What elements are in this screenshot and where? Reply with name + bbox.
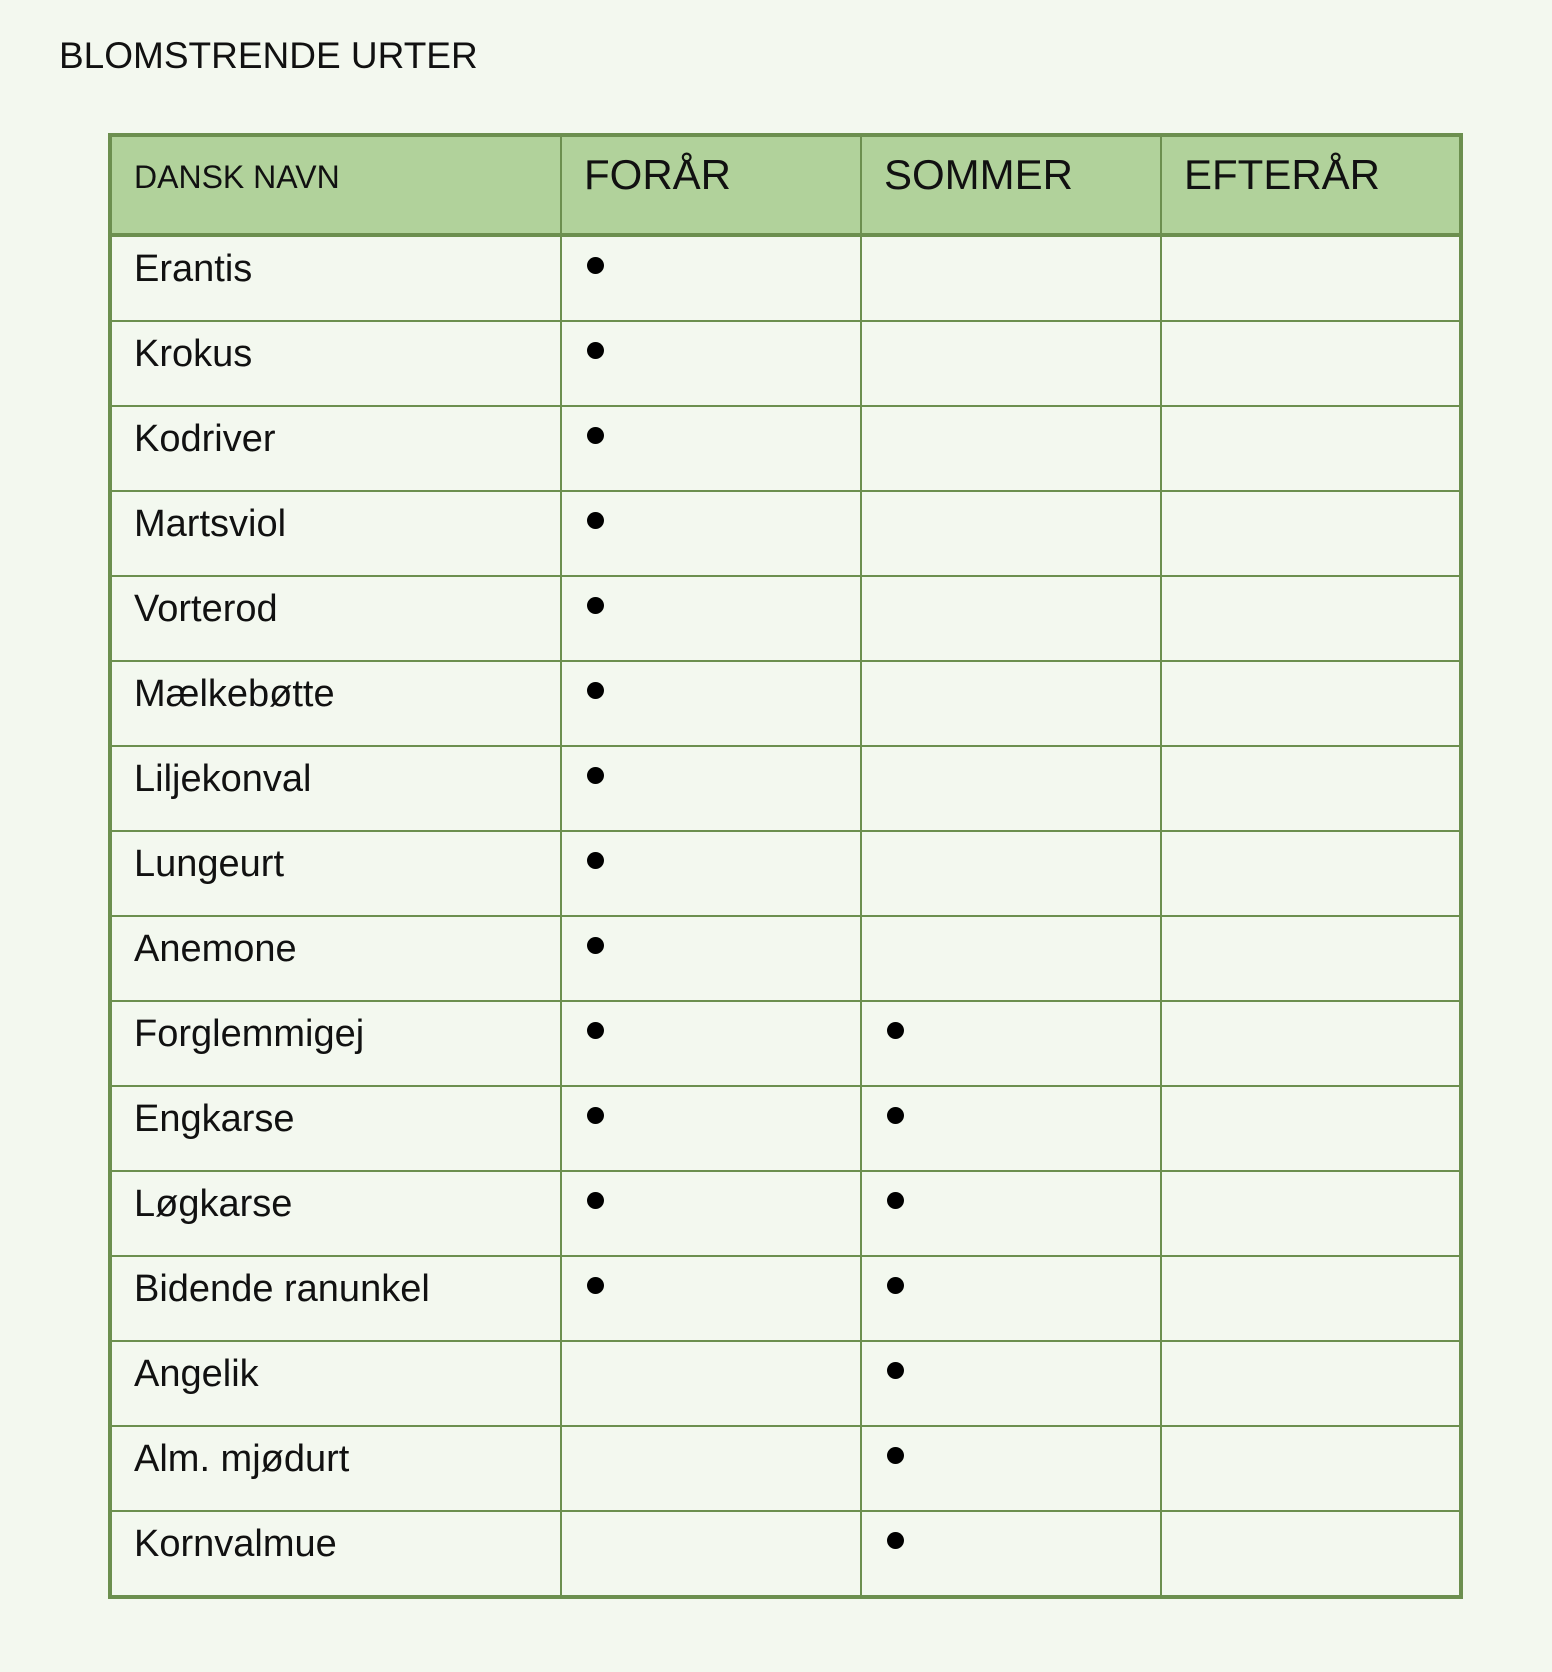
bullet-dot-icon bbox=[587, 1022, 604, 1039]
spring-cell bbox=[561, 1001, 861, 1086]
herb-name: Engkarse bbox=[134, 1098, 295, 1140]
autumn-cell bbox=[1161, 746, 1461, 831]
column-header-spring-label: FORÅR bbox=[584, 151, 731, 198]
autumn-cell bbox=[1161, 491, 1461, 576]
bullet-dot-icon bbox=[587, 682, 604, 699]
summer-cell bbox=[861, 1426, 1161, 1511]
autumn-cell bbox=[1161, 1086, 1461, 1171]
summer-cell bbox=[861, 235, 1161, 321]
herb-name: Lungeurt bbox=[134, 843, 285, 885]
table-row bbox=[110, 576, 1461, 661]
table-row bbox=[110, 661, 1461, 746]
herb-name: Anemone bbox=[134, 928, 297, 970]
autumn-cell bbox=[1161, 576, 1461, 661]
table-row bbox=[110, 1171, 1461, 1256]
bullet-dot-icon bbox=[587, 1277, 604, 1294]
spring-cell bbox=[561, 406, 861, 491]
autumn-cell bbox=[1161, 1511, 1461, 1597]
herb-name: Krokus bbox=[134, 333, 253, 375]
bullet-dot-icon bbox=[587, 937, 604, 954]
spring-cell bbox=[561, 1426, 861, 1511]
table-header bbox=[110, 135, 1461, 235]
column-header-autumn bbox=[1161, 135, 1461, 235]
summer-cell bbox=[861, 1256, 1161, 1341]
bullet-dot-icon bbox=[587, 852, 604, 869]
herb-name-cell bbox=[110, 831, 561, 916]
summer-cell bbox=[861, 576, 1161, 661]
summer-cell bbox=[861, 491, 1161, 576]
page-title: BLOMSTRENDE URTER bbox=[59, 35, 478, 76]
header-row bbox=[110, 135, 1461, 235]
herb-name-cell bbox=[110, 1256, 561, 1341]
table-row bbox=[110, 321, 1461, 406]
herb-name: Erantis bbox=[134, 248, 253, 290]
column-header-summer-label: SOMMER bbox=[884, 151, 1073, 198]
autumn-cell bbox=[1161, 916, 1461, 1001]
summer-cell bbox=[861, 661, 1161, 746]
table-row bbox=[110, 1086, 1461, 1171]
table-body bbox=[110, 235, 1461, 1597]
herb-name: Vorterod bbox=[134, 588, 278, 630]
herb-name: Kornvalmue bbox=[134, 1523, 337, 1565]
bullet-dot-icon bbox=[587, 767, 604, 784]
table-row bbox=[110, 916, 1461, 1001]
autumn-cell bbox=[1161, 1341, 1461, 1426]
herb-name: Løgkarse bbox=[134, 1183, 293, 1225]
column-header-name-label: DANSK NAVN bbox=[134, 159, 340, 195]
spring-cell bbox=[561, 661, 861, 746]
spring-cell bbox=[561, 1256, 861, 1341]
table-row bbox=[110, 1426, 1461, 1511]
table-row bbox=[110, 1001, 1461, 1086]
bullet-dot-icon bbox=[887, 1192, 904, 1209]
herb-name-cell bbox=[110, 1086, 561, 1171]
herb-name-cell bbox=[110, 1341, 561, 1426]
column-header-name bbox=[110, 135, 561, 235]
herb-name-cell bbox=[110, 1426, 561, 1511]
herb-name: Kodriver bbox=[134, 418, 276, 460]
bullet-dot-icon bbox=[587, 257, 604, 274]
spring-cell bbox=[561, 1341, 861, 1426]
spring-cell bbox=[561, 746, 861, 831]
herb-name: Alm. mjødurt bbox=[134, 1438, 350, 1480]
summer-cell bbox=[861, 1511, 1161, 1597]
summer-cell bbox=[861, 916, 1161, 1001]
spring-cell bbox=[561, 1171, 861, 1256]
table-row bbox=[110, 235, 1461, 321]
autumn-cell bbox=[1161, 406, 1461, 491]
table-row bbox=[110, 491, 1461, 576]
table-row bbox=[110, 1341, 1461, 1426]
autumn-cell bbox=[1161, 1171, 1461, 1256]
summer-cell bbox=[861, 406, 1161, 491]
summer-cell bbox=[861, 1171, 1161, 1256]
herb-name-cell bbox=[110, 576, 561, 661]
autumn-cell bbox=[1161, 235, 1461, 321]
summer-cell bbox=[861, 746, 1161, 831]
spring-cell bbox=[561, 831, 861, 916]
spring-cell bbox=[561, 321, 861, 406]
bullet-dot-icon bbox=[887, 1022, 904, 1039]
autumn-cell bbox=[1161, 1001, 1461, 1086]
bullet-dot-icon bbox=[887, 1532, 904, 1549]
summer-cell bbox=[861, 1086, 1161, 1171]
table-row bbox=[110, 746, 1461, 831]
herb-name: Bidende ranunkel bbox=[134, 1268, 430, 1310]
spring-cell bbox=[561, 916, 861, 1001]
spring-cell bbox=[561, 1086, 861, 1171]
column-header-autumn-label: EFTERÅR bbox=[1184, 151, 1381, 198]
bullet-dot-icon bbox=[887, 1277, 904, 1294]
autumn-cell bbox=[1161, 661, 1461, 746]
herb-name: Liljekonval bbox=[134, 758, 312, 800]
table-row bbox=[110, 1511, 1461, 1597]
herb-season-table bbox=[108, 133, 1463, 1599]
herb-name-cell bbox=[110, 321, 561, 406]
autumn-cell bbox=[1161, 1256, 1461, 1341]
herb-name-cell bbox=[110, 746, 561, 831]
bullet-dot-icon bbox=[587, 427, 604, 444]
summer-cell bbox=[861, 321, 1161, 406]
spring-cell bbox=[561, 491, 861, 576]
herb-name: Angelik bbox=[134, 1353, 259, 1395]
autumn-cell bbox=[1161, 321, 1461, 406]
herb-name-cell bbox=[110, 661, 561, 746]
herb-name: Mælkebøtte bbox=[134, 673, 335, 715]
bullet-dot-icon bbox=[587, 512, 604, 529]
bullet-dot-icon bbox=[887, 1362, 904, 1379]
bullet-dot-icon bbox=[587, 597, 604, 614]
herb-name-cell bbox=[110, 235, 561, 321]
bullet-dot-icon bbox=[887, 1107, 904, 1124]
herb-name-cell bbox=[110, 1001, 561, 1086]
bullet-dot-icon bbox=[587, 1192, 604, 1209]
column-header-spring bbox=[561, 135, 861, 235]
herb-name-cell bbox=[110, 406, 561, 491]
table-row bbox=[110, 406, 1461, 491]
bullet-dot-icon bbox=[587, 1107, 604, 1124]
summer-cell bbox=[861, 831, 1161, 916]
table-row bbox=[110, 1256, 1461, 1341]
bullet-dot-icon bbox=[587, 342, 604, 359]
table-row bbox=[110, 831, 1461, 916]
herb-name-cell bbox=[110, 916, 561, 1001]
autumn-cell bbox=[1161, 1426, 1461, 1511]
summer-cell bbox=[861, 1001, 1161, 1086]
herb-name: Martsviol bbox=[134, 503, 287, 545]
herb-name: Forglemmigej bbox=[134, 1013, 365, 1055]
spring-cell bbox=[561, 1511, 861, 1597]
summer-cell bbox=[861, 1341, 1161, 1426]
autumn-cell bbox=[1161, 831, 1461, 916]
herb-name-cell bbox=[110, 491, 561, 576]
herb-name-cell bbox=[110, 1511, 561, 1597]
spring-cell bbox=[561, 576, 861, 661]
bullet-dot-icon bbox=[887, 1447, 904, 1464]
column-header-summer bbox=[861, 135, 1161, 235]
spring-cell bbox=[561, 235, 861, 321]
herb-name-cell bbox=[110, 1171, 561, 1256]
